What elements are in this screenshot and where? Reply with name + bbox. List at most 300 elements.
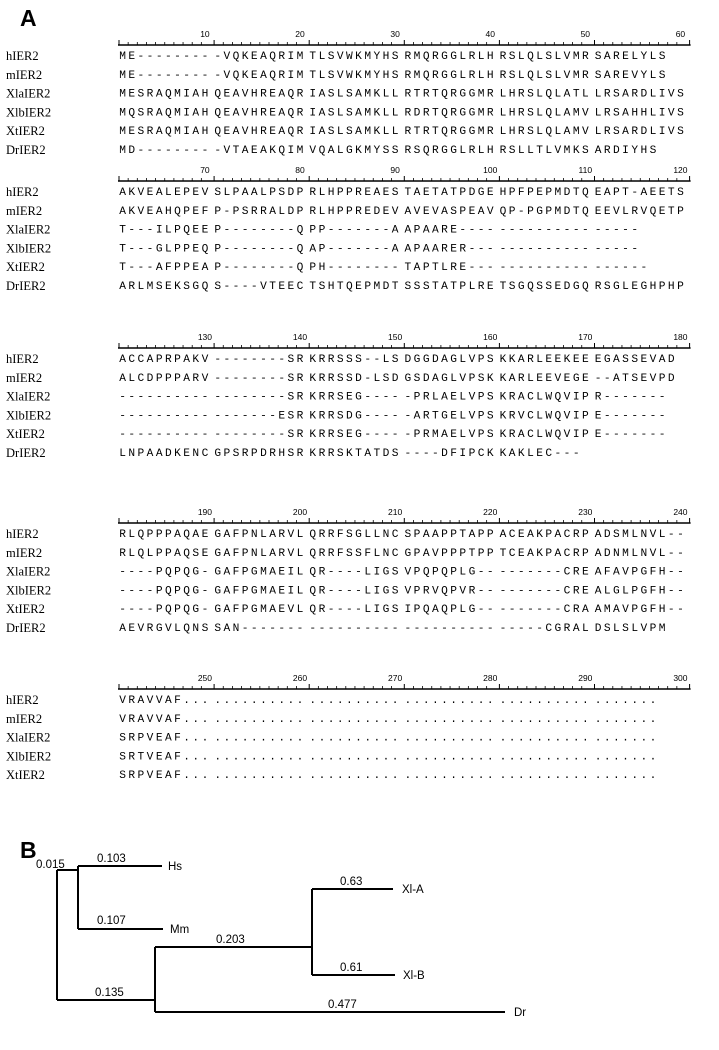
residue: - [137,243,145,256]
residue: A [613,604,620,617]
residue: V [201,187,209,199]
residue: - [431,448,439,460]
residue: F [517,187,525,199]
residue: - [382,224,390,237]
residue: Q [164,107,172,120]
residue: R [613,51,620,63]
residue: P [631,585,639,598]
residue: V [155,695,163,707]
residue: - [382,623,390,635]
residue: A [278,107,286,120]
residue: - [278,224,286,237]
residue: V [649,372,657,385]
residue: M [364,126,372,139]
residue: P [413,585,421,598]
residue: - [517,604,525,617]
residue: Q [422,145,430,157]
residue: . [260,770,267,783]
ruler-position-label: 200 [292,507,308,517]
residue: K [309,354,317,366]
sequence-name: XlaIER2 [6,564,51,579]
residue: . [355,770,362,783]
residue: R [468,51,476,63]
residue: - [622,243,629,256]
residue: . [214,751,222,764]
residue: - [146,262,154,275]
residue: P [318,243,326,256]
residue: Q [309,529,317,541]
residue: - [468,224,476,237]
residue: L [164,187,172,199]
residue: V [137,205,145,218]
residue: S [677,126,684,139]
residue: K [572,145,580,157]
residue: G [450,145,457,157]
residue: E [581,354,589,366]
residue: A [192,529,200,541]
residue: T [391,281,399,293]
residue: R [355,187,362,199]
residue: - [536,585,543,598]
residue: C [477,448,485,460]
residue: V [404,585,412,598]
residue: L [382,107,390,120]
residue: S [336,410,344,423]
residue: - [581,262,589,275]
residue: A [441,205,448,218]
panel-a-label: A [20,5,37,31]
residue: A [563,126,571,139]
residue: - [174,145,181,157]
residue: - [391,410,399,423]
residue: . [554,751,562,764]
residue: . [364,770,372,783]
residue: T [431,126,439,139]
residue: V [287,604,295,617]
residue: . [468,751,476,764]
sequence-name: XlaIER2 [6,222,51,237]
residue: M [174,107,181,120]
residue: L [594,88,602,101]
residue: V [563,69,571,82]
residue: T [119,262,126,275]
residue: - [232,429,240,442]
residue: D [128,145,136,157]
residue: L [450,372,457,385]
residue: A [527,529,534,541]
residue: S [404,281,412,293]
residue: . [459,732,467,745]
residue: . [287,770,295,783]
residue: E [581,566,589,579]
residue: R [278,51,286,63]
residue: R [450,126,457,139]
residue: M [296,69,304,82]
residue: L [536,107,543,120]
residue: H [658,604,666,617]
residue: H [667,281,675,293]
residue: K [499,372,507,385]
residue: Q [214,126,222,139]
residue: - [137,51,145,63]
residue: S [613,107,620,120]
residue: M [146,281,154,293]
residue: H [640,145,648,157]
residue: P [477,529,485,541]
residue: C [508,547,516,560]
residue: - [260,224,267,237]
residue: - [667,529,675,541]
residue: - [508,623,516,635]
residue: E [581,585,589,598]
residue: - [287,243,295,256]
residue: G [441,51,448,63]
residue: - [517,585,525,598]
residue: . [441,732,448,745]
residue: P [413,429,421,442]
residue: P [527,205,534,218]
residue: - [355,623,362,635]
residue: V [640,205,648,218]
residue: T [499,281,507,293]
residue: E [486,281,494,293]
residue: . [594,770,602,783]
residue: . [649,732,657,745]
residue: - [622,224,629,237]
residue: - [137,391,145,404]
residue: . [486,770,494,783]
residue: S [658,51,666,63]
residue: . [250,732,258,745]
residue: L [137,281,145,293]
leaf-mm: Mm [170,924,190,936]
residue: - [486,604,494,617]
residue: - [309,623,317,635]
residue: - [119,604,126,617]
residue: L [382,126,390,139]
residue: E [640,354,648,366]
residue: Q [441,604,448,617]
residue: K [309,410,317,423]
residue: Q [346,281,353,293]
residue: C [391,547,399,560]
residue: - [174,429,181,442]
residue: R [422,88,430,101]
residue: . [413,751,421,764]
residue: R [128,732,136,745]
residue: S [613,88,620,101]
residue: - [128,243,136,256]
residue: - [477,224,485,237]
residue: A [431,604,439,617]
residue: A [174,529,181,541]
residue: . [486,695,494,707]
residue: G [613,585,620,598]
residue: E [183,448,190,460]
residue: - [137,262,145,275]
residue: G [613,281,620,293]
residue: S [545,69,553,82]
residue: I [287,145,295,157]
residue: K [517,448,525,460]
residue: K [499,429,507,442]
residue: - [192,51,200,63]
residue: S [336,391,344,404]
sequence-name: XlaIER2 [6,86,51,101]
residue: A [563,107,571,120]
residue: I [572,410,580,423]
residue: - [260,372,267,385]
residue: N [250,547,258,560]
residue: S [382,372,390,385]
residue: R [404,126,412,139]
residue: K [128,205,136,218]
residue: . [527,732,534,745]
residue: P [459,205,467,218]
residue: L [364,566,372,579]
residue: E [517,547,525,560]
residue: R [327,354,335,366]
residue: L [499,107,507,120]
residue: H [327,281,335,293]
residue: - [192,429,200,442]
residue: Q [581,205,589,218]
residue: E [250,51,258,63]
residue: R [581,51,589,63]
residue: V [563,51,571,63]
residue: P [214,224,222,237]
sequence-name: hIER2 [6,185,39,199]
residue: H [486,69,494,82]
residue: D [603,547,611,560]
residue: A [119,372,126,385]
residue: S [287,448,295,460]
residue: R [431,69,439,82]
residue: D [382,281,390,293]
residue: . [441,713,448,726]
residue: - [413,623,421,635]
residue: - [508,585,516,598]
residue: A [327,145,335,157]
residue: S [232,448,240,460]
residue: . [441,770,448,783]
residue: . [382,770,390,783]
ruler-position-label: 240 [673,507,688,517]
sequence-name: XlbIER2 [6,241,52,256]
residue: V [119,713,126,726]
residue: . [214,770,222,783]
residue: - [137,69,145,82]
residue: D [146,372,154,385]
residue: E [536,187,543,199]
residue: - [603,372,611,385]
residue: G [640,604,648,617]
sequence-name: DrIER2 [6,621,46,635]
residue: . [391,713,399,726]
residue: D [603,529,611,541]
residue: Q [422,566,430,579]
residue: G [468,107,476,120]
residue: A [413,262,421,275]
residue: D [613,145,620,157]
residue: H [201,88,209,101]
residue: P [631,566,639,579]
residue: S [622,623,629,635]
residue: Q [309,604,317,617]
residue: G [413,354,421,366]
residue: A [508,448,516,460]
residue: - [631,243,639,256]
residue: C [563,585,571,598]
residue: - [192,391,200,404]
residue: - [677,547,684,560]
residue: - [373,391,381,404]
residue: R [318,547,326,560]
residue: - [241,354,249,366]
residue: T [404,262,412,275]
residue: L [594,107,602,120]
residue: L [382,354,390,366]
residue: M [622,529,629,541]
residue: L [554,69,562,82]
residue: - [640,391,648,404]
residue: R [318,410,326,423]
residue: . [309,695,317,707]
residue: R [241,448,249,460]
residue: . [241,770,249,783]
residue: H [164,205,172,218]
residue: R [404,145,412,157]
residue: E [382,205,390,218]
residue: S [346,529,353,541]
residue: D [563,281,571,293]
residue: P [613,187,620,199]
residue: R [422,107,430,120]
residue: - [517,566,525,579]
residue: . [422,695,430,707]
residue: V [137,187,145,199]
residue: L [527,145,534,157]
residue: - [517,205,525,218]
residue: R [278,547,286,560]
residue: P [174,585,181,598]
residue: . [364,713,372,726]
residue: S [336,354,344,366]
residue: Q [287,107,295,120]
residue: E [269,88,276,101]
residue: . [278,695,286,707]
sequence-name: hIER2 [6,49,39,63]
residue: P [477,410,485,423]
residue: . [183,770,190,783]
residue: I [309,107,317,120]
residue: R [404,107,412,120]
residue: S [241,205,249,218]
residue: R [563,623,571,635]
residue: S [391,585,399,598]
residue: T [667,187,675,199]
residue: R [327,391,335,404]
residue: A [658,354,666,366]
residue: K [486,448,494,460]
residue: - [269,391,276,404]
residue: L [459,604,467,617]
sequence-name: XtIER2 [6,427,45,442]
residue: K [309,372,317,385]
residue: - [250,391,258,404]
residue: T [431,281,439,293]
residue: P [155,529,163,541]
residue: - [214,429,222,442]
residue: . [192,751,200,764]
residue: . [640,713,648,726]
residue: C [391,529,399,541]
residue: P [441,547,448,560]
residue: - [572,448,580,460]
sequence-name: hIER2 [6,352,39,366]
residue: - [667,566,675,579]
residue: P [336,205,344,218]
residue: I [373,585,381,598]
residue: P [137,732,145,745]
residue: L [459,145,467,157]
residue: R [508,391,516,404]
residue: V [287,529,295,541]
residue: - [677,529,684,541]
residue: C [527,410,534,423]
residue: D [413,107,421,120]
residue: V [459,585,467,598]
residue: L [223,187,231,199]
residue: G [640,566,648,579]
residue: - [346,604,353,617]
residue: - [499,262,507,275]
residue: - [336,585,344,598]
residue: - [527,243,534,256]
residue: F [174,713,181,726]
residue: P [183,243,190,256]
residue: V [119,695,126,707]
residue: P [155,547,163,560]
residue: . [486,732,494,745]
residue: W [346,51,353,63]
residue: - [391,262,399,275]
residue: - [613,243,620,256]
residue: T [431,107,439,120]
residue: E [545,354,553,366]
residue: Q [164,88,172,101]
residue: - [364,372,372,385]
residue: E [594,205,602,218]
residue: V [413,205,421,218]
residue: A [517,354,525,366]
residue: P [214,262,222,275]
residue: R [146,107,154,120]
residue: A [269,566,276,579]
residue: R [431,51,439,63]
residue: M [296,145,304,157]
residue: P [155,585,163,598]
residue: - [269,429,276,442]
residue: H [250,88,258,101]
residue: P [174,262,181,275]
branch-length-mammal-stem: 0.015 [36,859,65,871]
residue: . [192,770,200,783]
residue: H [486,145,494,157]
residue: P [296,205,304,218]
residue: S [677,187,684,199]
residue: - [146,566,154,579]
